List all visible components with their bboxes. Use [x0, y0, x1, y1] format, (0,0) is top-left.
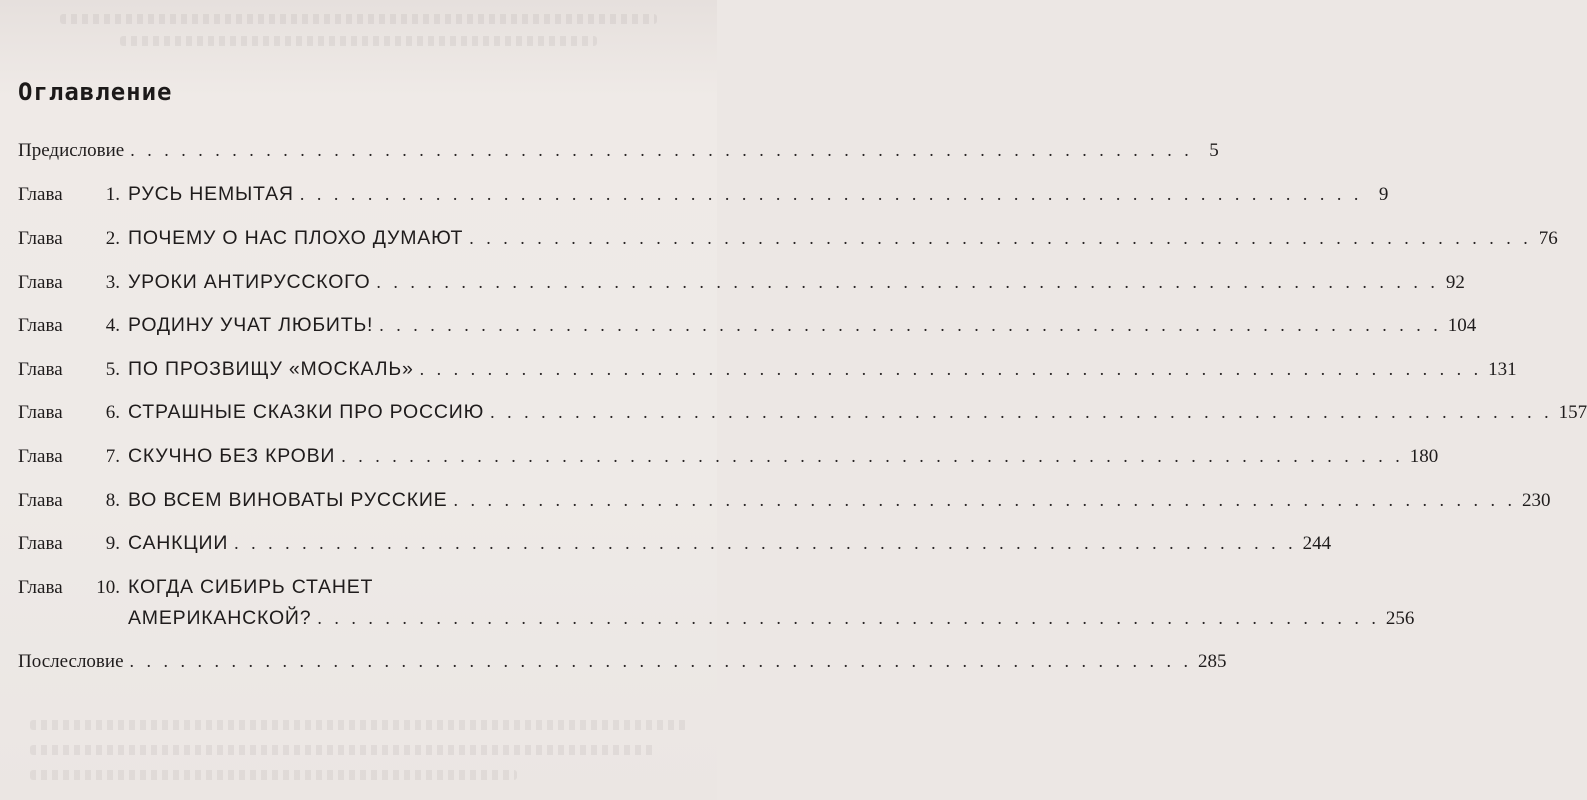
- dot-leader: . . . . . . . . . . . . . . . . . . . . . . . . . . . . . . . . . . . . . . . . . . . . . . . . . . . . . . . . . . . . . . .: [379, 315, 1442, 335]
- toc-title: Оглавление: [18, 78, 173, 106]
- chapter-title: РОДИНУ УЧАТ ЛЮБИТЬ!: [128, 314, 374, 336]
- chapter-number: 1.: [105, 184, 120, 205]
- chapter-number: 7.: [105, 446, 120, 467]
- chapter-number: 10.: [96, 577, 120, 598]
- dot-leader: . . . . . . . . . . . . . . . . . . . . . . . . . . . . . . . . . . . . . . . . . . . . . . . . . . . . . . . . . . . . . . .: [234, 533, 1297, 553]
- toc-entry-chapter-7: [18, 445, 1439, 477]
- page-number: 104: [1447, 315, 1477, 336]
- toc-entry-chapter-2: [18, 227, 1558, 259]
- chapter-prefix: Глава: [18, 272, 63, 293]
- bleed-through-text: [30, 770, 517, 780]
- chapter-prefix: Глава: [18, 533, 63, 554]
- page-number: 157: [1558, 402, 1587, 423]
- chapter-prefix: Глава: [18, 446, 63, 467]
- chapter-prefix: Глава: [18, 402, 63, 423]
- chapter-prefix: Глава: [18, 315, 63, 336]
- page-number: 230: [1521, 490, 1551, 511]
- dot-leader: . . . . . . . . . . . . . . . . . . . . . . . . . . . . . . . . . . . . . . . . . . . . . . . . . . . . . . . . . . . . . . .: [419, 359, 1483, 379]
- bleed-through-text: [30, 745, 657, 755]
- chapter-prefix: Глава: [18, 184, 63, 205]
- page-number: 9: [1378, 184, 1389, 205]
- chapter-number: 6.: [105, 402, 120, 423]
- entry-label: Послесловие: [18, 651, 124, 672]
- chapter-prefix: Глава: [18, 490, 63, 511]
- chapter-number: 8.: [105, 490, 120, 511]
- chapter-title: ПО ПРОЗВИЩУ «МОСКАЛЬ»: [128, 358, 414, 380]
- toc-entry-chapter-9: [18, 532, 1332, 564]
- page-number: 5: [1209, 140, 1219, 161]
- dot-leader: . . . . . . . . . . . . . . . . . . . . . . . . . . . . . . . . . . . . . . . . . . . . . . . . . . . . . . . . . . . . . . .: [453, 490, 1516, 510]
- chapter-title: КОГДА СИБИРЬ СТАНЕТ: [128, 576, 374, 598]
- toc-entry-chapter-5: [18, 358, 1517, 390]
- chapter-number: 3.: [105, 272, 120, 293]
- entry-label: Предисловие: [18, 140, 125, 161]
- chapter-title: ПОЧЕМУ О НАС ПЛОХО ДУМАЮТ: [128, 227, 464, 249]
- dot-leader: . . . . . . . . . . . . . . . . . . . . . . . . . . . . . . . . . . . . . . . . . . . . . . . . . . . . . . . . . . . . . . .: [490, 402, 1553, 422]
- toc-entry-chapter-4: [18, 314, 1477, 346]
- dot-leader: . . . . . . . . . . . . . . . . . . . . . . . . . . . . . . . . . . . . . . . . . . . . . . . . . . . . . . . . . . . . . . .: [341, 446, 1404, 466]
- chapter-title: СКУЧНО БЕЗ КРОВИ: [128, 445, 336, 467]
- chapter-number: 2.: [105, 228, 120, 249]
- toc-entry-afterword: [18, 651, 1227, 683]
- chapter-title: САНКЦИИ: [128, 532, 229, 554]
- chapter-prefix: Глава: [18, 359, 63, 380]
- toc-entry-chapter-6: [18, 401, 1587, 433]
- page-number: 256: [1385, 608, 1415, 629]
- chapter-number: 4.: [105, 315, 120, 336]
- chapter-prefix: Глава: [18, 228, 63, 249]
- page-number: 76: [1538, 228, 1558, 249]
- dot-leader: . . . . . . . . . . . . . . . . . . . . . . . . . . . . . . . . . . . . . . . . . . . . . . . . . . . . . . . . . . . . . . .: [317, 608, 1380, 628]
- chapter-prefix: Глава: [18, 577, 63, 598]
- dot-leader: . . . . . . . . . . . . . . . . . . . . . . . . . . . . . . . . . . . . . . . . . . . . . . . . . . . . . . . . . . . . . . .: [130, 140, 1193, 160]
- toc-entry-preface: [18, 140, 1219, 172]
- toc-entry-chapter-10: [18, 576, 668, 608]
- chapter-title: ВО ВСЕМ ВИНОВАТЫ РУССКИЕ: [128, 489, 448, 511]
- page-number: 180: [1409, 446, 1439, 467]
- bleed-through-text: [30, 720, 687, 730]
- page-number: 131: [1488, 359, 1517, 380]
- chapter-number: 5.: [105, 359, 120, 380]
- toc-entry-chapter-3: [18, 271, 1465, 303]
- toc-entry-chapter-10-continued: [18, 607, 1415, 639]
- toc-entry-chapter-1: [18, 183, 1389, 215]
- dot-leader: . . . . . . . . . . . . . . . . . . . . . . . . . . . . . . . . . . . . . . . . . . . . . . . . . . . . . . . . . . . . . . .: [469, 228, 1532, 248]
- dot-leader: . . . . . . . . . . . . . . . . . . . . . . . . . . . . . . . . . . . . . . . . . . . . . . . . . . . . . . . . . . . . . . .: [376, 272, 1439, 292]
- chapter-title-continued: АМЕРИКАНСКОЙ?: [128, 607, 312, 629]
- page-number: 244: [1302, 533, 1332, 554]
- page-number: 92: [1445, 272, 1465, 293]
- page-number: 285: [1198, 651, 1227, 672]
- chapter-title: УРОКИ АНТИРУССКОГО: [128, 271, 371, 293]
- dot-leader: . . . . . . . . . . . . . . . . . . . . . . . . . . . . . . . . . . . . . . . . . . . . . . . . . . . . . . . . . . . . . . .: [129, 651, 1193, 671]
- chapter-number: 9.: [105, 533, 120, 554]
- dot-leader: . . . . . . . . . . . . . . . . . . . . . . . . . . . . . . . . . . . . . . . . . . . . . . . . . . . . . . . . . . . . . . .: [299, 184, 1363, 204]
- toc-entry-chapter-8: [18, 489, 1551, 521]
- chapter-title: СТРАШНЫЕ СКАЗКИ ПРО РОССИЮ: [128, 401, 485, 423]
- chapter-title: РУСЬ НЕМЫТАЯ: [128, 183, 294, 205]
